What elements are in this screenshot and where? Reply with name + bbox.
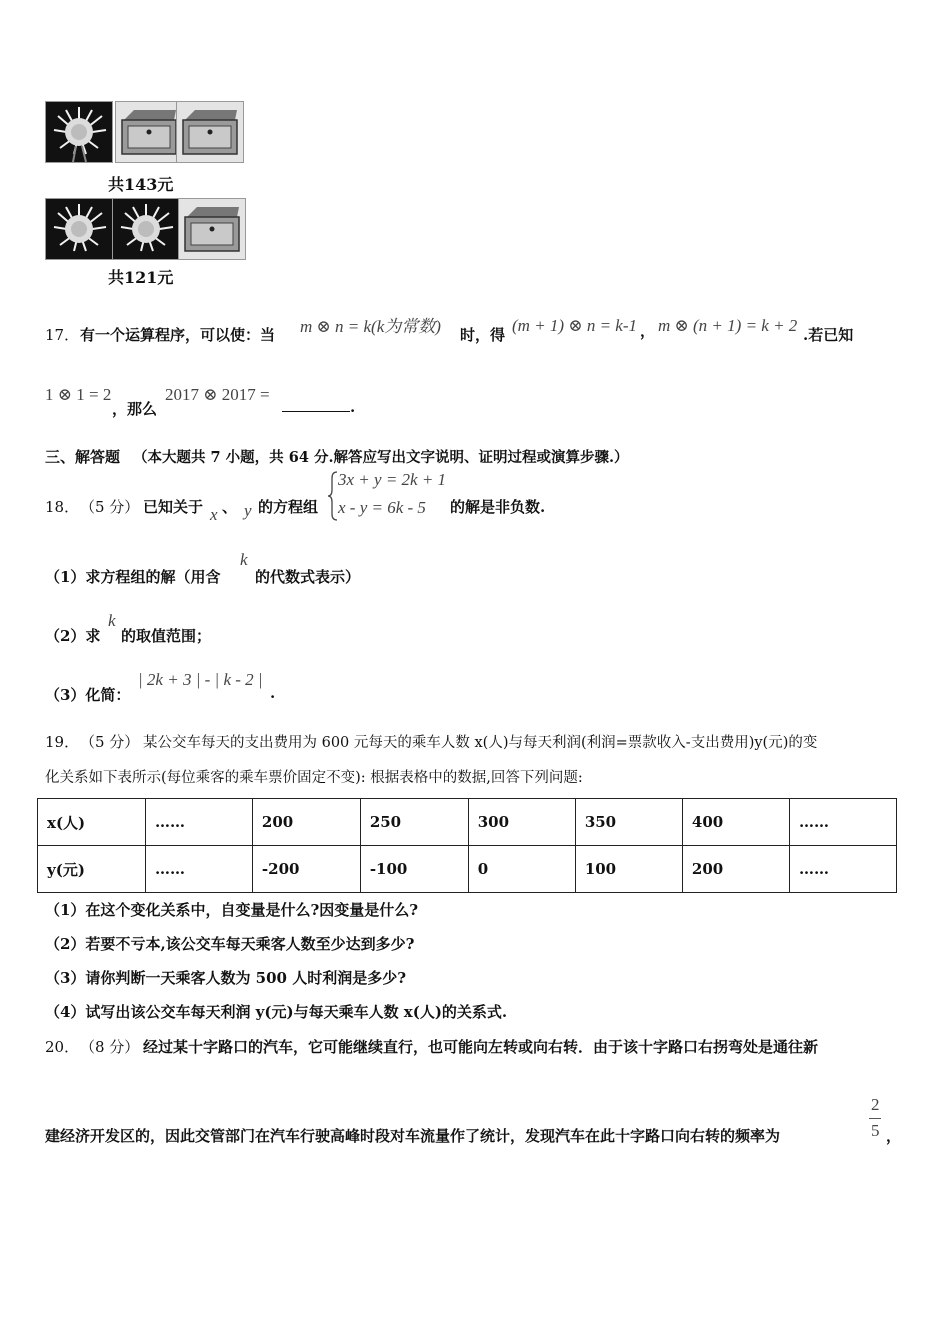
- q20-score: （8 分）: [80, 1038, 140, 1056]
- table-cell: 0: [468, 846, 575, 893]
- q20-fraction-denominator: 5: [871, 1121, 880, 1140]
- table-row: [38, 846, 897, 893]
- q18-equation-1: 3x + y = 2k + 1: [338, 470, 447, 489]
- q17-formula-5: 2017 ⊗ 2017 =: [165, 385, 270, 404]
- q19-sub-4: （4）试写出该公交车每天利润 y(元)与每天乘车人数 x(人)的关系式.: [45, 1003, 508, 1021]
- table-cell: y(元): [38, 846, 146, 893]
- table-cell: 100: [575, 846, 682, 893]
- q20-line-2-end: ，: [886, 1127, 902, 1145]
- q18-sub1-a: （1）求方程组的解（用含: [45, 568, 221, 586]
- q19-number: 19．: [45, 733, 80, 751]
- table-cell: 200: [682, 846, 789, 893]
- table-cell: 250: [360, 799, 468, 846]
- table-cell: 200: [252, 799, 360, 846]
- q17-text-5: .: [350, 398, 356, 416]
- q20-fraction-numerator: 2: [871, 1095, 880, 1114]
- q17-answer-blank[interactable]: [282, 396, 350, 416]
- q18-number: 18．: [45, 498, 80, 516]
- q18-text-3: 的解是非负数.: [450, 498, 546, 516]
- q17-text-2: 时，得: [460, 326, 506, 344]
- table-cell: ……: [145, 846, 252, 893]
- section-3-title: 三、解答题: [45, 448, 121, 466]
- gift-box-image: [176, 101, 244, 163]
- q19-data-table: [37, 798, 897, 893]
- figure-caption-2: 共121元: [108, 268, 174, 287]
- q17-formula-4: 1 ⊗ 1 = 2: [45, 385, 112, 404]
- q19-line-2: 化关系如下表所示(每位乘客的乘车票价固定不变): 根据表格中的数据,回答下列问题:: [45, 770, 583, 786]
- q18-equation-2: x - y = 6k - 5: [338, 498, 426, 517]
- q18-sub2-a: （2）求: [45, 627, 101, 645]
- table-cell: -200: [252, 846, 360, 893]
- table-cell: ……: [790, 799, 897, 846]
- q17-formula-2: (m + 1) ⊗ n = k-1: [512, 316, 637, 335]
- table-cell: ……: [145, 799, 252, 846]
- q19-line-1: 某公交车每天的支出费用为 600 元每天的乘车人数 x(人)与每天利润(利润=票款收入-支出费用)y(元)的变: [143, 735, 818, 751]
- q20-fraction-bar: [869, 1118, 881, 1119]
- q20-line-1: 经过某十字路口的汽车，它可能继续直行，也可能向左转或向右转．由于该十字路口右拐弯处是通往新: [143, 1038, 819, 1056]
- q18-var-x: x: [210, 505, 218, 524]
- gift-box-image: [115, 101, 183, 163]
- chrysanthemum-image: [45, 198, 113, 260]
- q18-sub1-b: 的代数式表示）: [255, 568, 361, 586]
- q19-sub-2: （2）若要不亏本,该公交车每天乘客人数至少达到多少?: [45, 935, 415, 953]
- q18-sub2-b: 的取值范围；: [121, 627, 212, 645]
- figure-caption-1: 共143元: [108, 175, 174, 194]
- table-cell: ……: [790, 846, 897, 893]
- q18-sep: 、: [222, 498, 238, 516]
- q20-number: 20．: [45, 1038, 80, 1056]
- q18-text-1: 已知关于: [143, 498, 204, 516]
- q17-sep: ，: [640, 322, 656, 340]
- q19-sub-3: （3）请你判断一天乘客人数为 500 人时利润是多少?: [45, 969, 406, 987]
- table-row: [38, 799, 897, 846]
- q18-score: （5 分）: [80, 498, 140, 516]
- table-cell: 300: [468, 799, 575, 846]
- chrysanthemum-image: [112, 198, 180, 260]
- table-cell: x(人): [38, 799, 146, 846]
- q18-sub3-expression: | 2k + 3 | - | k - 2 |: [138, 670, 263, 689]
- table-cell: 350: [575, 799, 682, 846]
- q17-number: 17．: [45, 326, 80, 344]
- section-3-note: （本大题共 7 小题，共 64 分.解答应写出文字说明、证明过程或演算步骤.）: [133, 449, 629, 466]
- chrysanthemum-image: [45, 101, 113, 163]
- q17-text-4: ，那么: [112, 400, 158, 418]
- q18-sub2-k: k: [108, 611, 116, 630]
- q17-formula-1: m ⊗ n = k(k为常数): [300, 317, 441, 336]
- q18-text-2: 的方程组: [258, 498, 319, 516]
- q18-sub3-end: .: [270, 684, 276, 702]
- table-cell: 400: [682, 799, 789, 846]
- q17-formula-3: m ⊗ (n + 1) = k + 2: [658, 316, 798, 335]
- q18-sub3-a: （3）化简：: [45, 686, 131, 704]
- table-cell: -100: [360, 846, 468, 893]
- gift-box-image: [178, 198, 246, 260]
- q19-score: （5 分）: [80, 733, 140, 751]
- q18-var-y: y: [244, 501, 252, 520]
- q17-text-1: 有一个运算程序，可以使：当: [80, 326, 276, 344]
- q19-sub-1: （1）在这个变化关系中，自变量是什么?因变量是什么?: [45, 901, 419, 919]
- q18-sub1-k: k: [240, 550, 248, 569]
- q20-line-2: 建经济开发区的，因此交管部门在汽车行驶高峰时段对车流量作了统计，发现汽车在此十字路口向右转的频率为: [45, 1127, 781, 1145]
- q17-text-3: .若已知: [803, 326, 854, 344]
